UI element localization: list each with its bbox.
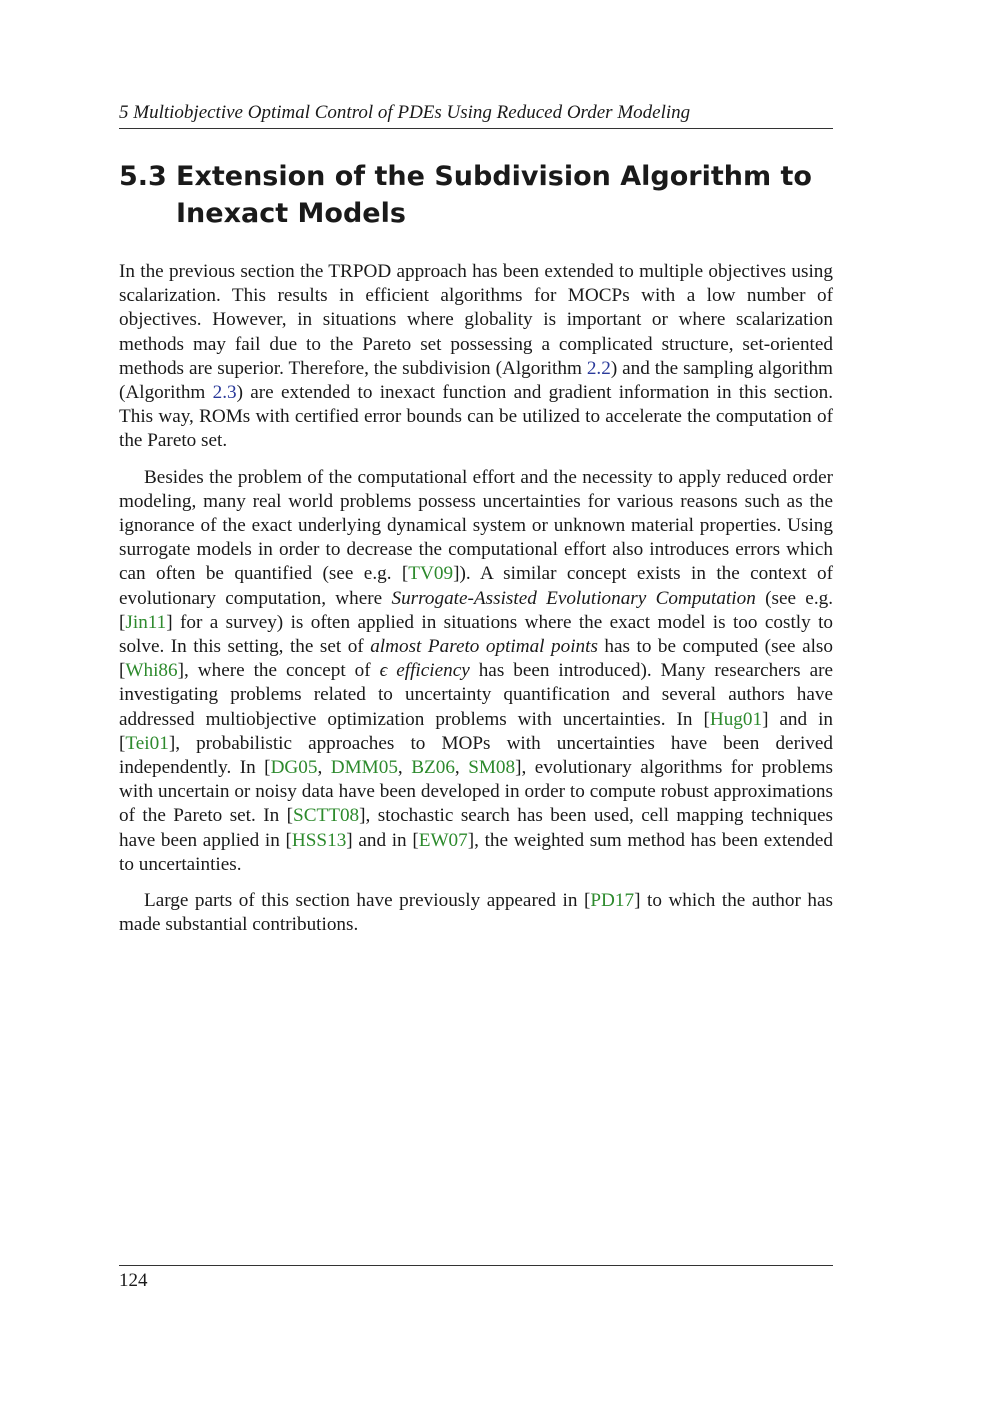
text: has to be computed (see also [ xyxy=(119,636,833,682)
section-heading xyxy=(119,158,833,232)
citation-bz06[interactable]: BZ06 xyxy=(411,757,455,779)
page-footer xyxy=(119,1265,833,1293)
text: In the previous section the TRPOD approach has been extended to multiple objectives using scalarization. This results in efficient algorithms for MOCPs with a low number of objectives. However, in situations where globality is important or where scalarization methods may fail due to the Pareto set possessing a complicated structure, set-oriented methods are superior. Therefore, the subdivision (Algorithm xyxy=(119,261,833,379)
citation-jin11[interactable]: Jin11 xyxy=(125,611,167,633)
text: Large parts of this section have previously appeared in [ xyxy=(144,890,591,912)
section-title: Extension of the Subdivision Algorithm to Inexact Models xyxy=(176,161,812,229)
text: ], probabilistic approaches to MOPs with uncertainties have been derived independently. In [ xyxy=(119,732,833,779)
body-text xyxy=(119,260,833,949)
citation-ew07[interactable]: EW07 xyxy=(418,829,468,851)
citation-sm08[interactable]: SM08 xyxy=(468,757,516,779)
running-header: 5 Multiobjective Optimal Control of PDEs Using Reduced Order Modeling xyxy=(119,101,833,129)
section-number: 5.3 xyxy=(119,161,167,192)
citation-sctt08[interactable]: SCTT08 xyxy=(293,805,360,827)
text: ]). A similar concept exists in the context of evolutionary computation, where xyxy=(119,563,834,609)
text: ] and in [ xyxy=(119,708,833,754)
text: (see e.g. [ xyxy=(119,587,834,633)
citation-hss13[interactable]: HSS13 xyxy=(291,829,347,851)
text: ] to which the author has made substantial contributions. xyxy=(119,890,833,936)
paragraph-3 xyxy=(119,889,833,937)
text: ], evolutionary algorithms for problems with uncertain or noisy data have been developed in order to compute robust approximations of the Pareto set. In [ xyxy=(119,757,834,827)
text: , xyxy=(397,757,412,779)
text: ] and in [ xyxy=(346,829,419,851)
text: has been introduced). Many researchers are investigating problems related to uncertainty quantification and several authors have addressed multiobjective optimization problems with uncertainties. In [ xyxy=(119,660,833,730)
citation-tei01[interactable]: Tei01 xyxy=(125,732,169,754)
citation-tv09[interactable]: TV09 xyxy=(408,563,454,585)
text: ], stochastic search has been used, cell mapping techniques have been applied in [ xyxy=(119,805,833,851)
ref-algorithm-2-3[interactable]: 2.3 xyxy=(212,382,237,404)
ref-algorithm-2-2[interactable]: 2.2 xyxy=(586,357,611,379)
citation-hug01[interactable]: Hug01 xyxy=(709,708,763,730)
text: ], the weighted sum method has been extended to uncertainties. xyxy=(119,829,833,875)
text: ] for a survey) is often applied in situations where the exact model is too costly to solve. In this setting, the set of xyxy=(119,611,833,658)
text: , xyxy=(454,757,469,779)
citation-pd17[interactable]: PD17 xyxy=(590,890,635,912)
text: Besides the problem of the computational effort and the necessity to apply reduced order modeling, many real world problems possess uncertainties for various reasons such as the ignorance of the exact underlying dynamical system or unknown material properties. Using surrogate models in order to decrease the computational effort also introduces errors which can often be quantified (see e.g. [ xyxy=(119,466,833,585)
emphasis: ϵ efficiency xyxy=(379,660,470,682)
page-number: 124 xyxy=(119,1270,148,1291)
citation-whi86[interactable]: Whi86 xyxy=(125,660,178,682)
citation-dmm05[interactable]: DMM05 xyxy=(330,757,398,779)
citation-dg05[interactable]: DG05 xyxy=(270,757,318,779)
paragraph-2 xyxy=(119,466,833,877)
text: ) and the sampling algorithm (Algorithm xyxy=(119,357,833,404)
text: ], where the concept of xyxy=(177,660,380,682)
paragraph-1 xyxy=(119,260,833,454)
emphasis: almost Pareto optimal points xyxy=(370,636,598,658)
text: , xyxy=(317,757,331,779)
emphasis: Surrogate-Assisted Evolutionary Computation xyxy=(391,587,756,609)
text: ) are extended to inexact function and gradient information in this section. This way, ROMs with certified error bounds can be utilized to accelerate the computation of the Pareto set. xyxy=(119,382,833,452)
